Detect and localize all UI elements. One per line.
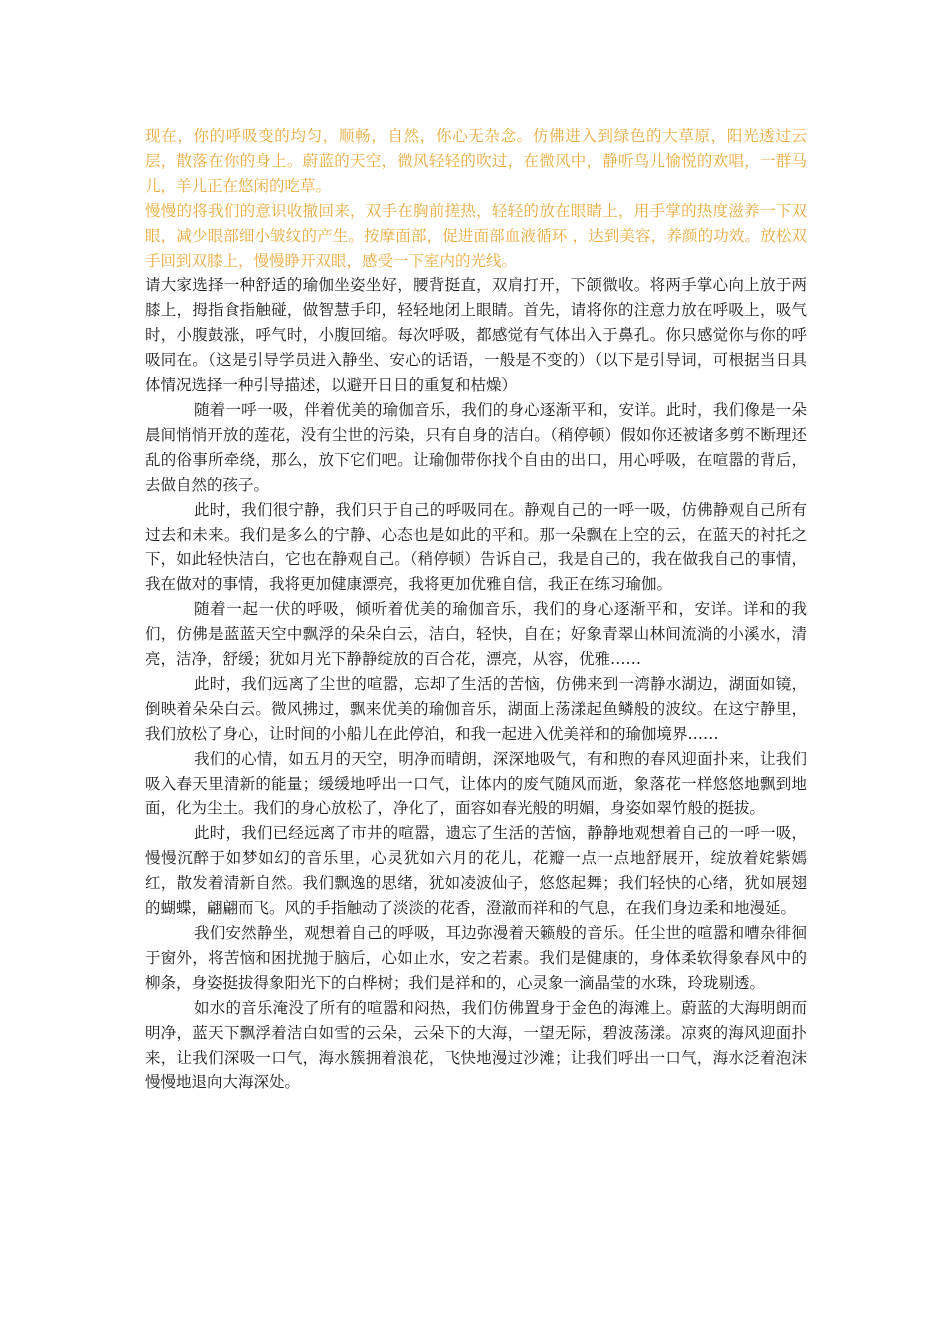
paragraph-sitting-intro: 请大家选择一种舒适的瑜伽坐姿坐好，腰背挺直，双肩打开，下颌微收。将两手掌心向上放于两膝上，拇指食指触碰，做智慧手印，轻轻地闭上眼睛。首先，请将你的注意力放在呼吸上，吸气时，小腹鼓涨，呼气时，小腹回缩。每次呼吸，都感觉有气体出入于鼻孔。你只感觉你与你的呼吸同在。（这是引导学员进入静坐、安心的话语，一般是不变的）（以下是引导词，可根据当日具体情况选择一种引导描述，以避开日日的重复和枯燥） xyxy=(145,276,807,395)
paragraph-golden-beach: 如水的音乐淹没了所有的喧嚣和闷热，我们仿佛置身于金色的海滩上。蔚蓝的大海明朗而明净，蓝天下飘浮着洁白如雪的云朵，云朵下的大海，一望无际，碧波荡漾。凉爽的海风迎面扑来，让我们深吸一口气，海水簇拥着浪花，飞快地漫过沙滩；让我们呼出一口气，海水泛着泡沫慢慢地退向大海深处。 xyxy=(145,998,807,1092)
paragraph-lake: 此时，我们远离了尘世的喧嚣，忘却了生活的苦恼，仿佛来到一湾静水湖边，湖面如镜，倒映着朵朵白云。微风拂过，飘来优美的瑜伽音乐，湖面上荡漾起鱼鳞般的波纹。在这宁静里，我们放松了身心，让时间的小船儿在此停泊，和我一起进入优美祥和的瑜伽境界…… xyxy=(145,674,807,743)
paragraph-june-flowers: 此时，我们已经远离了市井的喧嚣，遗忘了生活的苦恼，静静地观想着自己的一呼一吸，慢慢沉醉于如梦如幻的音乐里，心灵犹如六月的花儿，花瓣一点一点地舒展开，绽放着姹紫嫣红，散发着清新自然。我们飘逸的思绪，犹如凌波仙子，悠悠起舞；我们轻快的心绪，犹如展翅的蝴蝶，翩翩而飞。风的手指触动了淡淡的花香，澄澈而祥和的气息，在我们身边柔和地漫延。 xyxy=(145,824,807,918)
document-page xyxy=(145,124,807,1095)
paragraph-grassland: 现在，你的呼吸变的均匀，顺畅，自然，你心无杂念。仿佛进入到绿色的大草原，阳光透过云层，散落在你的身上。蔚蓝的天空，微风轻轻的吹过，在微风中，静听鸟儿愉悦的欢唱，一群马儿，羊儿正在悠闲的吃草。 xyxy=(145,127,807,195)
paragraph-white-clouds: 随着一起一伏的呼吸，倾听着优美的瑜伽音乐，我们的身心逐渐平和，安详。详和的我们，仿佛是蓝蓝天空中飘浮的朵朵白云，洁白，轻快，自在；好象青翠山林间流淌的小溪水，清亮，洁净，舒缓；犹如月光下静静绽放的百合花，漂亮，从容，优雅…… xyxy=(145,600,807,669)
paragraph-may-sky: 我们的心情，如五月的天空，明净而晴朗，深深地吸气，有和煦的春风迎面扑来，让我们吸入春天里清新的能量；缓缓地呼出一口气，让体内的废气随风而逝，象落花一样悠悠地飘到地面，化为尘土。我们的身心放松了，净化了，面容如春光般的明媚，身姿如翠竹般的挺拔。 xyxy=(145,749,807,818)
paragraph-cloud: 此时，我们很宁静，我们只于自己的呼吸同在。静观自己的一呼一吸，仿佛静观自己所有过去和未来。我们是多么的宁静、心态也是如此的平和。那一朵飘在上空的云，在蓝天的衬托之下，如此轻快洁白，它也在静观自己。（稍停顿）告诉自己，我是自己的，我在做我自己的事情，我在做对的事情，我将更加健康漂亮，我将更加优雅自信，我正在练习瑜伽。 xyxy=(145,500,807,594)
paragraph-lotus: 随着一呼一吸，伴着优美的瑜伽音乐，我们的身心逐渐平和，安详。此时，我们像是一朵晨间悄悄开放的莲花，没有尘世的污染，只有自身的洁白。（稍停顿）假如你还被诸多剪不断理还乱的俗事所牵绕，那么，放下它们吧。让瑜伽带你找个自由的出口，用心呼吸，在喧嚣的背后，去做自然的孩子。 xyxy=(145,400,807,494)
paragraph-eye-massage: 慢慢的将我们的意识收撤回来，双手在胸前搓热，轻轻的放在眼睛上，用手掌的热度滋养一下双眼，减少眼部细小皱纹的产生。按摩面部，促进面部血液循环 ，达到美容，养颜的功效。放松双手回到双膝上，慢慢睁开双眼，感受一下室内的光线。 xyxy=(145,201,807,270)
paragraph-still-water: 我们安然静坐，观想着自己的呼吸，耳边弥漫着天籁般的音乐。任尘世的喧嚣和嘈杂徘徊于窗外，将苦恼和困扰抛于脑后，心如止水，安之若素。我们是健康的，身体柔软得象春风中的柳条，身姿挺拔得象阳光下的白桦树；我们是祥和的，心灵象一滴晶莹的水珠，玲珑剔透。 xyxy=(145,924,807,992)
